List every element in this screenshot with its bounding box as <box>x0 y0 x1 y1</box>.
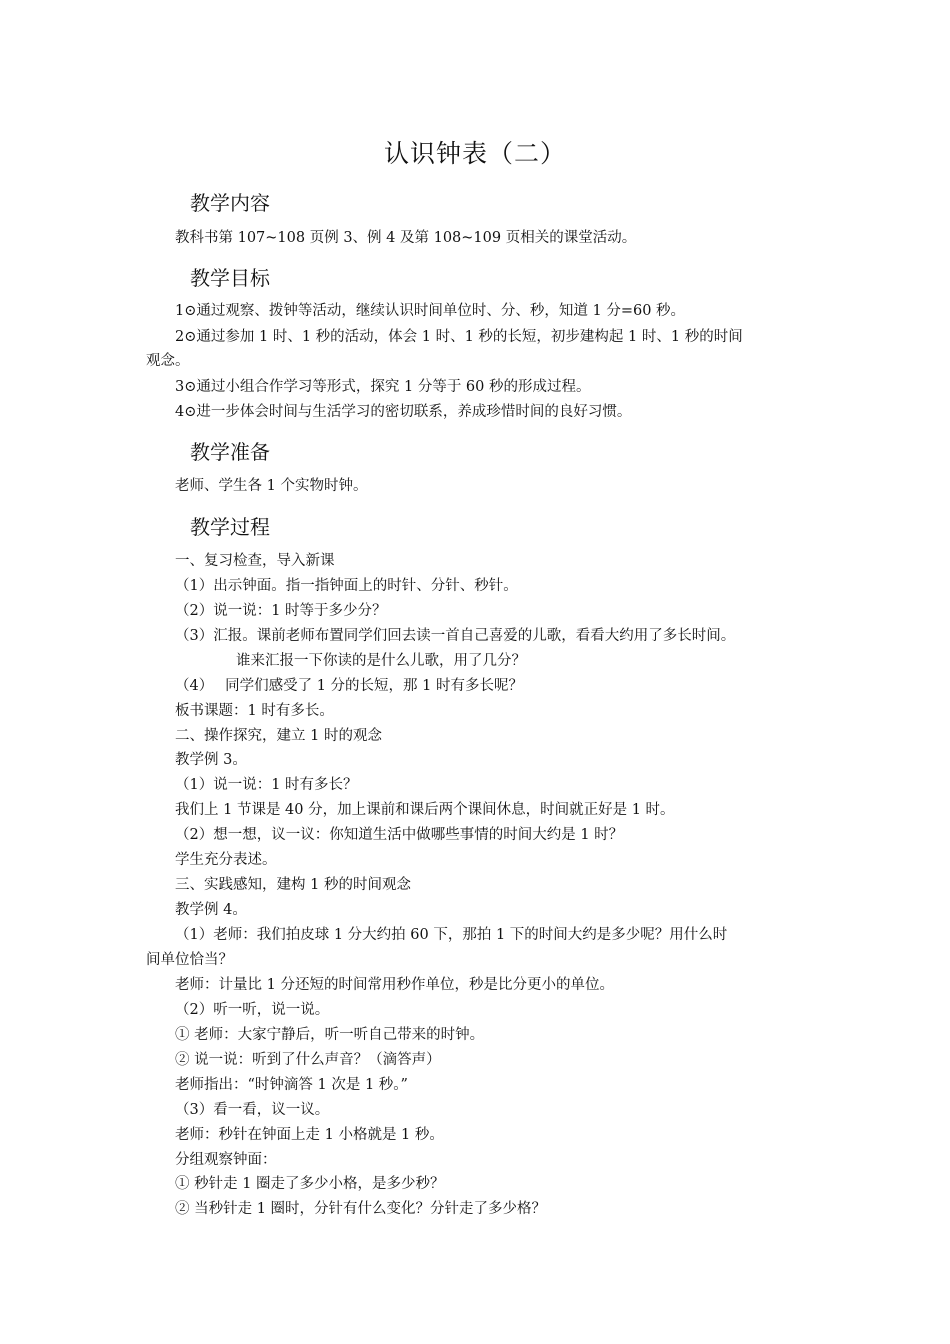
process-line: 二、操作探究，建立 1 时的观念 <box>175 728 382 744</box>
process-line: （1）出示钟面。指一指钟面上的时针、分针、秒针。 <box>175 578 518 594</box>
process-line: 教学例 3。 <box>175 752 247 768</box>
process-line: 教学例 4。 <box>175 902 247 918</box>
page-title: 认识钟表（二） <box>383 139 566 168</box>
process-line: ② 当秒针走 1 圈时，分针有什么变化？分针走了多少格？ <box>175 1201 547 1217</box>
goal-line: 2⊙通过参加 1 时、1 秒的活动，体会 1 时、1 秒的长短，初步建构起 1 时、1 秒的时间 <box>175 329 743 345</box>
goal-line: 观念。 <box>146 353 190 369</box>
process-line: （2）听一听，说一说。 <box>175 1002 330 1018</box>
goal-line: 1⊙通过观察、拨钟等活动，继续认识时间单位时、分、秒，知道 1 分=60 秒。 <box>175 303 686 319</box>
process-line: 老师：计量比 1 分还短的时间常用秒作单位，秒是比分更小的单位。 <box>175 977 614 993</box>
process-line: 老师：秒针在钟面上走 1 小格就是 1 秒。 <box>175 1127 444 1143</box>
process-line: ① 秒针走 1 圈走了多少小格，是多少秒？ <box>175 1176 445 1192</box>
process-line: （2）想一想，议一议：你知道生活中做哪些事情的时间大约是 1 时？ <box>175 827 624 843</box>
process-line: （3）看一看，议一议。 <box>175 1102 330 1118</box>
goal-line: 3⊙通过小组合作学习等形式，探究 1 分等于 60 秒的形成过程。 <box>175 379 591 395</box>
process-line: 学生充分表述。 <box>175 852 277 868</box>
process-line: 间单位恰当？ <box>146 952 233 968</box>
section-heading-content: 教学内容 <box>190 191 270 215</box>
section-heading-prep: 教学准备 <box>190 440 270 464</box>
process-line: 分组观察钟面： <box>175 1152 277 1168</box>
process-line: ① 老师：大家宁静后，听一听自己带来的时钟。 <box>175 1027 485 1043</box>
process-line: 我们上 1 节课是 40 分，加上课前和课后两个课间休息，时间就正好是 1 时。 <box>175 802 675 818</box>
process-line: ② 说一说：听到了什么声音？（滴答声） <box>175 1052 441 1068</box>
process-line: 谁来汇报一下你读的是什么儿歌，用了几分？ <box>236 653 526 669</box>
process-line: （1）说一说：1 时有多长？ <box>175 777 358 793</box>
process-line: 一、复习检查，导入新课 <box>175 553 335 569</box>
goal-line: 4⊙进一步体会时间与生活学习的密切联系，养成珍惜时间的良好习惯。 <box>175 404 632 420</box>
process-line: （3）汇报。课前老师布置同学们回去读一首自己喜爱的儿歌，看看大约用了多长时间。 <box>175 628 736 644</box>
process-line: 老师指出：“时钟滴答 1 次是 1 秒。” <box>175 1077 408 1093</box>
process-line: （1）老师：我们拍皮球 1 分大约拍 60 下，那拍 1 下的时间大约是多少呢？用什么时 <box>175 927 728 943</box>
content-text: 教科书第 107~108 页例 3、例 4 及第 108~109 页相关的课堂活动。 <box>175 230 637 246</box>
section-heading-goals: 教学目标 <box>190 266 270 290</box>
process-line: （2）说一说：1 时等于多少分？ <box>175 603 387 619</box>
section-heading-process: 教学过程 <box>190 515 270 539</box>
prep-text: 老师、学生各 1 个实物时钟。 <box>175 478 368 494</box>
process-line: 三、实践感知，建构 1 秒的时间观念 <box>175 877 411 893</box>
process-line: （4） 同学们感受了 1 分的长短，那 1 时有多长呢？ <box>175 678 523 694</box>
process-line: 板书课题：1 时有多长。 <box>175 703 334 719</box>
